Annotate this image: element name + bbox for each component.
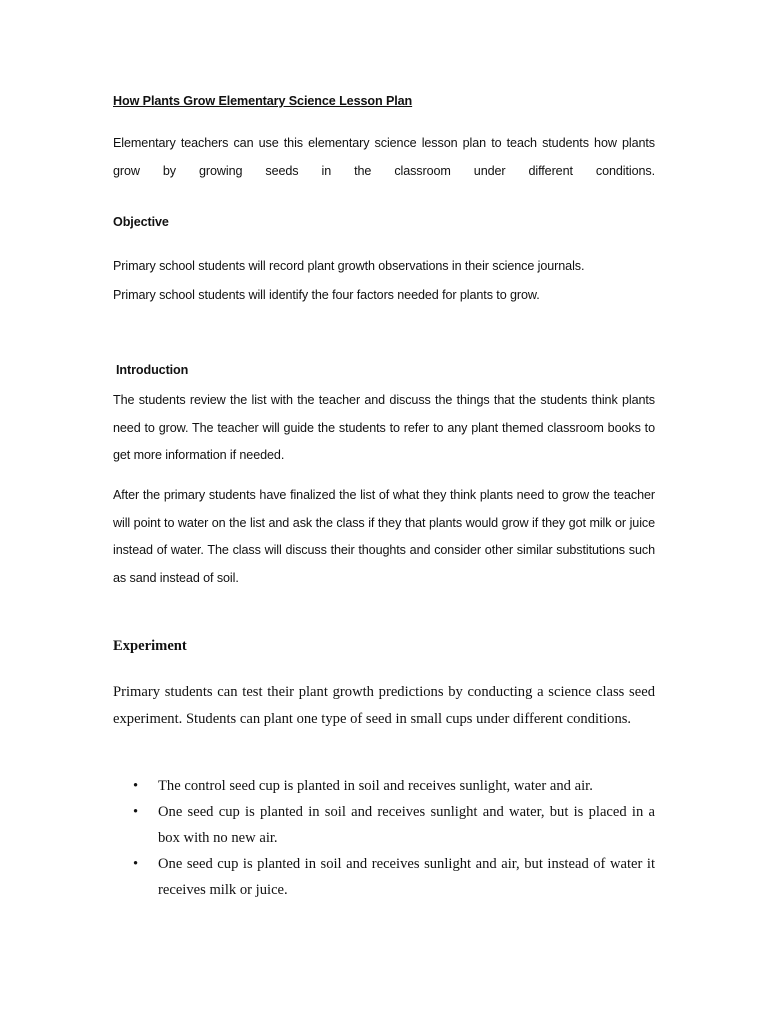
list-item-text: One seed cup is planted in soil and receives sunlight and water, but is placed in a box with no new air. — [158, 804, 655, 846]
objective-line: Primary school students will record plant growth observations in their science journals. — [113, 259, 585, 273]
document-title: How Plants Grow Elementary Science Lesson Plan — [113, 94, 413, 108]
experiment-bullet-list — [113, 773, 655, 903]
introduction-paragraph: The students review the list with the teacher and discuss the things that the students think plants need to grow. The teacher will guide the students to refer to any plant themed classroom books to get more information if needed. — [113, 393, 655, 462]
list-item — [113, 799, 655, 851]
objective-line: Primary school students will identify the four factors needed for plants to grow. — [113, 287, 540, 302]
bullet-icon: • — [133, 804, 139, 820]
introduction-heading: Introduction — [116, 363, 189, 377]
experiment-heading: Experiment — [113, 638, 187, 654]
bullet-icon: • — [133, 856, 139, 872]
list-item-text: One seed cup is planted in soil and receives sunlight and air, but instead of water it receives milk or juice. — [158, 856, 655, 898]
bullet-icon: • — [133, 778, 139, 794]
list-item — [113, 773, 655, 799]
objective-heading: Objective — [113, 215, 169, 229]
list-item-text: The control seed cup is planted in soil and receives sunlight, water and air. — [158, 778, 593, 794]
experiment-paragraph: Primary students can test their plant growth predictions by conducting a science class seed experiment. Students can plant one type of seed in small cups under different conditions. — [113, 684, 655, 727]
list-item — [113, 851, 655, 903]
introduction-paragraph: After the primary students have finalized the list of what they think plants need to grow the teacher will point to water on the list and ask the class if they that plants would grow if they got milk or juice instead of water. The class will discuss their thoughts and consider other similar substitutions such as sand instead of soil. — [113, 488, 655, 585]
intro-paragraph: Elementary teachers can use this elementary science lesson plan to teach students how plants grow by growing seeds in the classroom under different conditions. — [113, 136, 655, 178]
objective-paragraph — [113, 252, 655, 309]
